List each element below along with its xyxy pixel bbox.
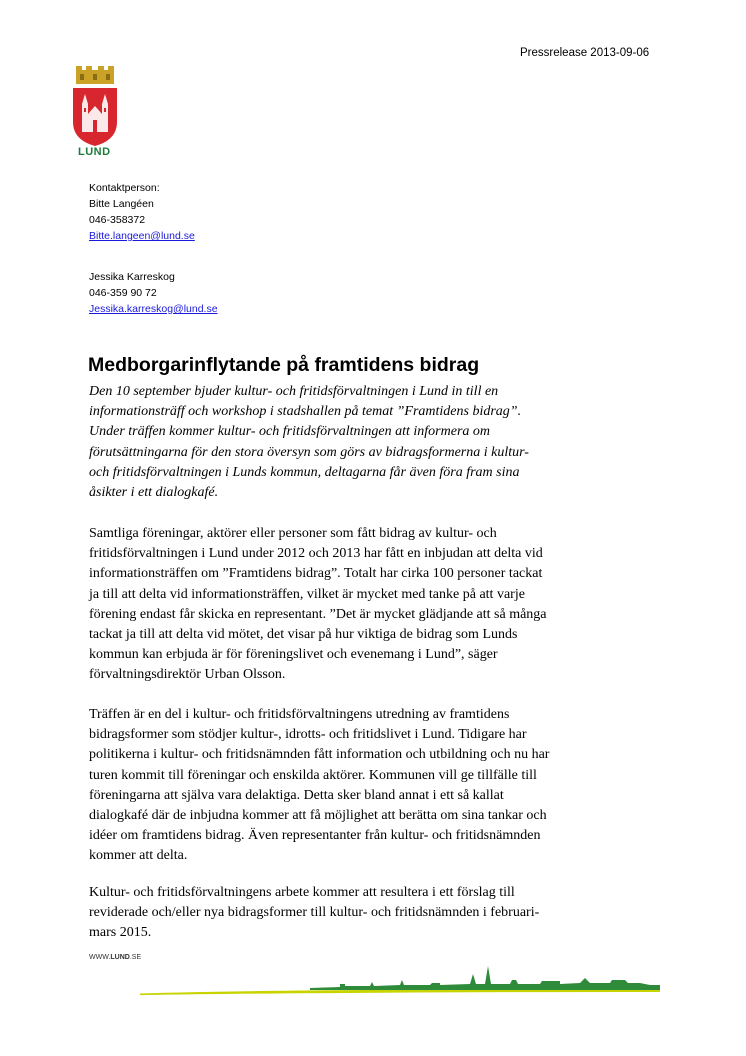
text-line: Den 10 september bjuder kultur- och fritidsförvaltningen i Lund in till en — [89, 384, 499, 399]
footer-skyline-graphic — [140, 962, 660, 996]
text-line: mars 2015. — [89, 925, 152, 941]
contact-name: Jessika Karreskog — [89, 271, 175, 283]
article-lead — [89, 382, 589, 503]
text-line: åsikter i ett dialogkafé. — [89, 485, 219, 501]
footer-website[interactable] — [89, 954, 141, 961]
article-paragraph-1 — [89, 524, 589, 686]
text-line: Kultur- och fritidsförvaltningens arbete kommer att resultera i ett förslag till — [89, 885, 515, 900]
footer-url-bold: LUND — [110, 954, 130, 961]
article-headline: Medborgarinflytande på framtidens bidrag — [88, 354, 480, 376]
contact-block-2 — [89, 269, 218, 317]
text-line: politikerna i kultur- och fritidsnämnden fått information och utbildning och nu har — [89, 747, 550, 763]
footer-url-prefix: WWW. — [89, 954, 111, 961]
contact-name: Bitte Langéen — [89, 198, 154, 210]
text-line: bidragsformer som stödjer kultur-, idrotts- och fritidslivet i Lund. Tidigare har — [89, 727, 527, 743]
article-paragraph-2 — [89, 705, 589, 867]
text-line: ja till att delta vid informationsträffen, vilket är mycket med tanke på att varje — [89, 586, 525, 602]
text-line: föreningarna att själva vara delaktiga. Detta sker bland annat i ett så kallat — [89, 787, 504, 803]
crown-icon — [76, 66, 114, 84]
contact-email-link[interactable]: Jessika.karreskog@lund.se — [89, 303, 218, 315]
text-line: reviderade och/eller nya bidragsformer till kultur- och fritidsnämnden i februari- — [89, 905, 540, 921]
text-line: dialogkafé där de inbjudna kommer att få möjlighet att berätta om sina tankar och — [89, 808, 547, 824]
text-line: förutsättningarna för den stora översyn som görs av bidragsformerna i kultur- — [89, 444, 529, 460]
footer-url-suffix: .SE — [129, 954, 142, 961]
text-line: Under träffen kommer kultur- och fritidsförvaltningen att informera om — [89, 424, 491, 440]
text-line: Träffen är en del i kultur- och fritidsförvaltningens utredning av framtidens — [89, 707, 510, 722]
text-line: fritidsförvaltningen i Lund under 2012 och 2013 har fått en inbjudan att delta vid — [89, 546, 543, 562]
article-paragraph-3 — [89, 883, 589, 944]
text-line: kommer att delta. — [89, 848, 188, 864]
text-line: idéer om framtidens bidrag. Även representanter från kultur- och fritidsnämnden — [89, 828, 541, 844]
skyline-yellow-swoosh — [140, 990, 660, 996]
contact-phone: 046-358372 — [89, 214, 146, 226]
press-release-date: Pressrelease 2013-09-06 — [520, 47, 650, 59]
text-line: kommun kan erbjuda är för föreningslivet och evenemang i Lund”, säger — [89, 647, 498, 663]
text-line: tackat ja till att delta vid mötet, det visar på hur viktiga de bidrag som Lunds — [89, 627, 518, 643]
contact-email-link[interactable]: Bitte.langeen@lund.se — [89, 230, 195, 242]
text-line: och fritidsförvaltningen i Lunds kommun, deltagarna får även föra fram sina — [89, 464, 520, 480]
logo-text: LUND — [78, 146, 111, 158]
text-line: informationsträff och workshop i stadshallen på temat ”Framtidens bidrag”. — [89, 404, 522, 420]
text-line: Samtliga föreningar, aktörer eller personer som fått bidrag av kultur- och — [89, 526, 497, 541]
contact-phone: 046-359 90 72 — [89, 287, 157, 299]
contact-label: Kontaktperson: — [89, 182, 160, 194]
text-line: förening endast får skicka en representant. ”Det är mycket glädjande att så många — [89, 606, 547, 622]
skyline-icon — [310, 966, 660, 990]
text-line: turen kommit till föreningar och enskilda aktörer. Kommunen vill ge tillfälle till — [89, 767, 537, 783]
contact-block-1 — [89, 180, 195, 244]
text-line: informationsträffen om ”Framtidens bidrag”. Totalt har cirka 100 personer tackat — [89, 566, 543, 582]
text-line: förvaltningsdirektör Urban Olsson. — [89, 667, 286, 683]
